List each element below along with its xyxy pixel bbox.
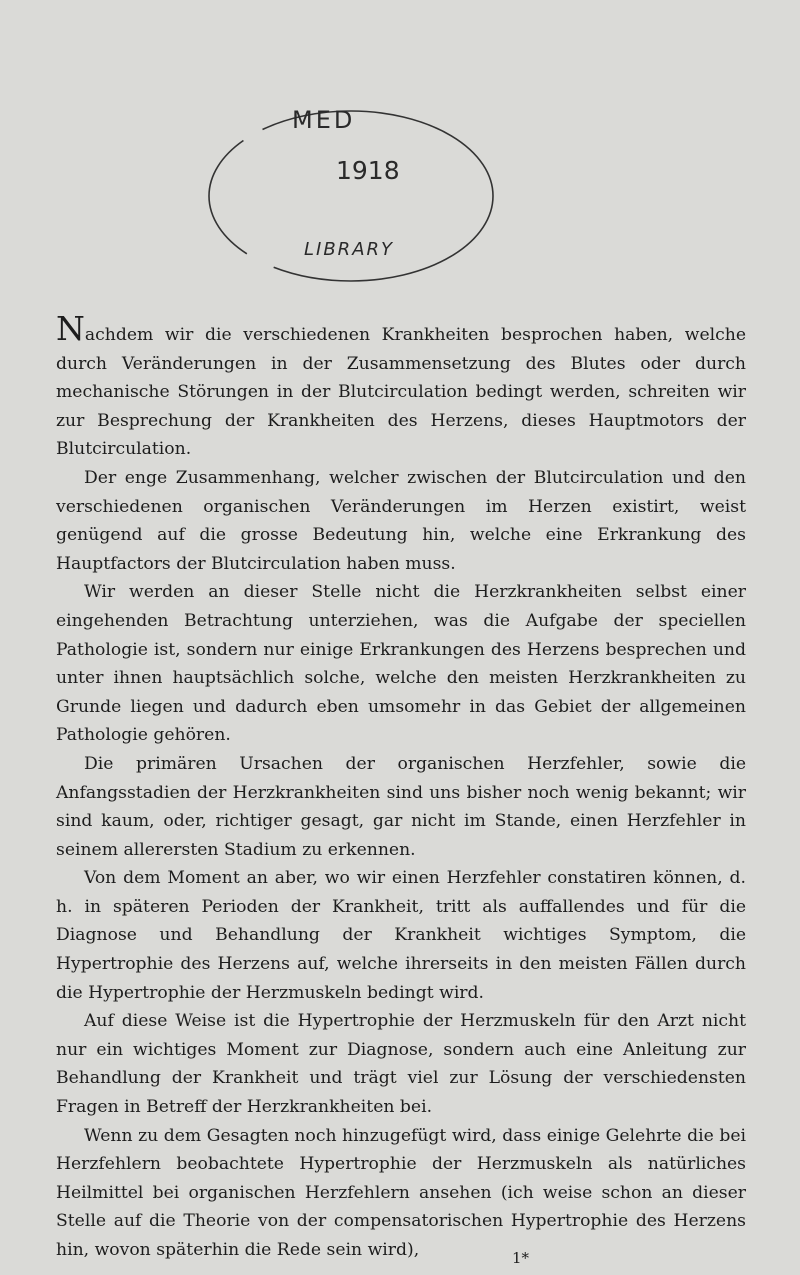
stamp-top-text: MED (292, 106, 356, 134)
stamp-date: 1918 (336, 156, 400, 185)
library-stamp (186, 96, 516, 296)
paragraph-7: Wenn zu dem Gesagten noch hinzugefügt wird, dass einige Gelehrte die bei Herzfehlern beobachtete Hypertrophie der Herzmuskeln als natürliches Heilmittel bei organischen Herzfehlern ansehen (ich weise schon an dieser Stelle auf die Theorie von der compensatorischen Hypertrophie des Herzens hin, wovon späterhin die Rede sein wird), (56, 1125, 746, 1260)
paragraph-3: Wir werden an dieser Stelle nicht die Herzkrankheiten selbst einer eingehenden Betrachtung unterziehen, was die Aufgabe der speciellen Pathologie ist, sondern nur einige Erkrankungen des Herzens besprechen und unter ihnen hauptsächlich solche, welche den meisten Herzkrankheiten zu Grunde liegen und dadurch eben umsomehr in das Gebiet der allgemeinen Pathologie gehören. (56, 582, 746, 746)
paragraph-4: Die primären Ursachen der organischen Herzfehler, sowie die Anfangsstadien der Herzkrankheiten sind uns bisher noch wenig bekannt; wir sind kaum, oder, richtiger gesagt, gar nicht im Stande, einen Herzfehler in seinem allerersten Stadium zu erkennen. (56, 753, 746, 860)
paragraph-text: achdem wir die verschiedenen Krankheiten besprochen haben, welche durch Veränderungen in der Zusammensetzung des Blutes oder durch mechanische Störungen in der Blutcirculation bedingt werden, schreiten wir zur Besprechung der Krankheiten des Herzens, dieses Hauptmotors der Blutcirculation. (56, 325, 746, 460)
paragraph-5: Von dem Moment an aber, wo wir einen Herzfehler constatiren können, d. h. in späteren Perioden der Krankheit, tritt als auffallendes und für die Diagnose und Behandlung der Krankheit wichtiges Symptom, die Hypertrophie des Herzens auf, welche ihrerseits in den meisten Fällen durch die Hypertrophie der Herzmuskeln bedingt wird. (56, 868, 746, 1003)
library-stamp-graphic (186, 96, 516, 296)
paragraph-1 (56, 309, 746, 464)
drop-cap: N (56, 309, 85, 348)
paragraph-2: Der enge Zusammenhang, welcher zwischen der Blutcirculation und den verschiedenen organischen Veränderungen im Herzen existirt, weist genügend auf die grosse Bedeutung hin, welche eine Erkrankung des Hauptfactors der Blutcirculation haben muss. (56, 467, 746, 574)
body-text (56, 309, 746, 1265)
signature-mark: 1* (512, 1249, 530, 1267)
paragraph-6: Auf diese Weise ist die Hypertrophie der Herzmuskeln für den Arzt nicht nur ein wichtiges Moment zur Diagnose, sondern auch eine Anleitung zur Behandlung der Krankheit und trägt viel zur Lösung der verschiedensten Fragen in Betreff der Herzkrankheiten bei. (56, 1011, 746, 1118)
stamp-bottom-text: LIBRARY (304, 239, 395, 260)
